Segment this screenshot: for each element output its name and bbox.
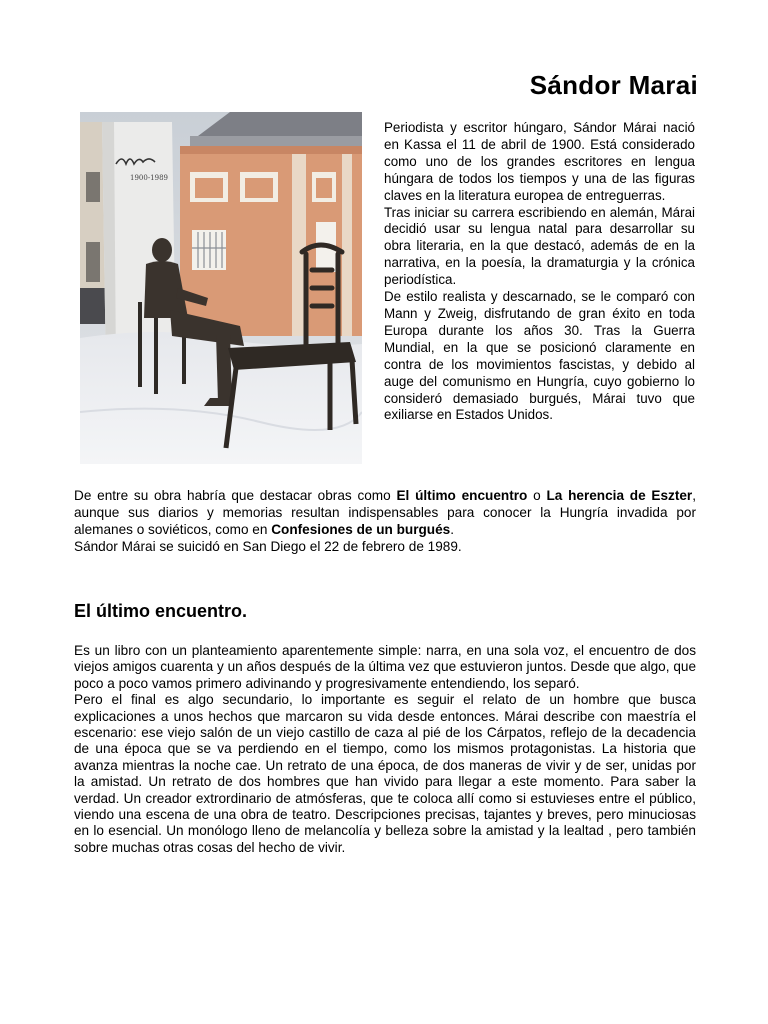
review-paragraph-1: Es un libro con un planteamiento aparentemente simple: narra, en una sola voz, el encuentro de dos viejos amigos cuarenta y un años después de la última vez que estuvieron juntos. Desde que algo, que poco a poco vamos primero adivinando y progresivamente entendiendo, los separó. bbox=[74, 643, 696, 691]
works-text-2: o bbox=[527, 488, 547, 503]
intro-paragraph-3: De estilo realista y descarnado, se le comparó con Mann y Zweig, disfrutando de gran éxito en toda Europa durante los años 30. Tras la Guerra Mundial, en la que se posicionó claramente en contra de los movimientos fascistas, y debido al auge del comunismo en Hungría, cuyo gobierno lo consideró demasiado burgués, Márai tuvo que exiliarse en Estados Unidos. bbox=[384, 289, 695, 423]
intro-paragraph-2: Tras iniciar su carrera escribiendo en alemán, Márai decidió usar su lengua natal para desarrollar su obra literaria, en la que destacó, además de en la narrativa, en la poesía, la dramaturgia y la crónica periodística. bbox=[384, 204, 695, 288]
death-paragraph: Sándor Márai se suicidó en San Diego el 22 de febrero de 1989. bbox=[74, 539, 462, 554]
works-block bbox=[74, 487, 696, 555]
document-title: Sándor Marai bbox=[529, 70, 698, 100]
intro-column bbox=[384, 120, 695, 424]
work-title-herencia-eszter: La herencia de Eszter bbox=[546, 488, 693, 503]
section-heading: El último encuentro. bbox=[74, 601, 248, 621]
works-text-1: De entre su obra habría que destacar obras como bbox=[74, 488, 397, 503]
works-paragraph bbox=[74, 487, 696, 538]
works-text-3: , aunque sus diarios y memorias resultan indispensables para conocer la Hungría invadida por alemanes o soviéticos, como en bbox=[74, 488, 696, 537]
svg-text:1900-1989: 1900-1989 bbox=[130, 174, 168, 182]
review-paragraph-2: Pero el final es algo secundario, lo importante es seguir el relato de un hombre que busca explicaciones a unos hechos que marcaron su vida desde entonces. Márai describe con maestría el escenario: ese viejo salón de un viejo castillo de caza al pié de los Cárpatos, reflejo de la decadencia de una época que se va perdiendo en el tiempo, como los mismos protagonistas. La historia que avanza mientras la noche cae. Un retrato de una época, de dos maneras de vivir y de ser, unidas por la amistad. Un retrato de dos hombres que han vivido para llegar a este momento. Para saber la verdad. Un creador extrordinario de atmósferas, que te coloca allí como si estuvieses entre el público, viendo una escena de una obra de teatro. Descripciones precisas, tajantes y breves, pero minuciosas en lo esencial. Un monólogo lleno de melancolía y belleza sobre la amistad y la lealtad , pero también sobre muchas otras cosas del hecho de vivir. bbox=[74, 692, 696, 855]
work-title-confesiones: Confesiones de un burgués bbox=[271, 522, 451, 537]
review-block bbox=[74, 643, 696, 856]
statue-photo bbox=[80, 112, 362, 464]
work-title-ultimo-encuentro: El último encuentro bbox=[396, 488, 528, 503]
intro-paragraph-1: Periodista y escritor húngaro, Sándor Márai nació en Kassa el 11 de abril de 1900. Está considerado como uno de los grandes escritores en lengua húngara de todos los tiempos y una de las figuras claves en la literatura europea de entreguerras. bbox=[384, 120, 695, 203]
works-text-4: . bbox=[450, 522, 455, 537]
